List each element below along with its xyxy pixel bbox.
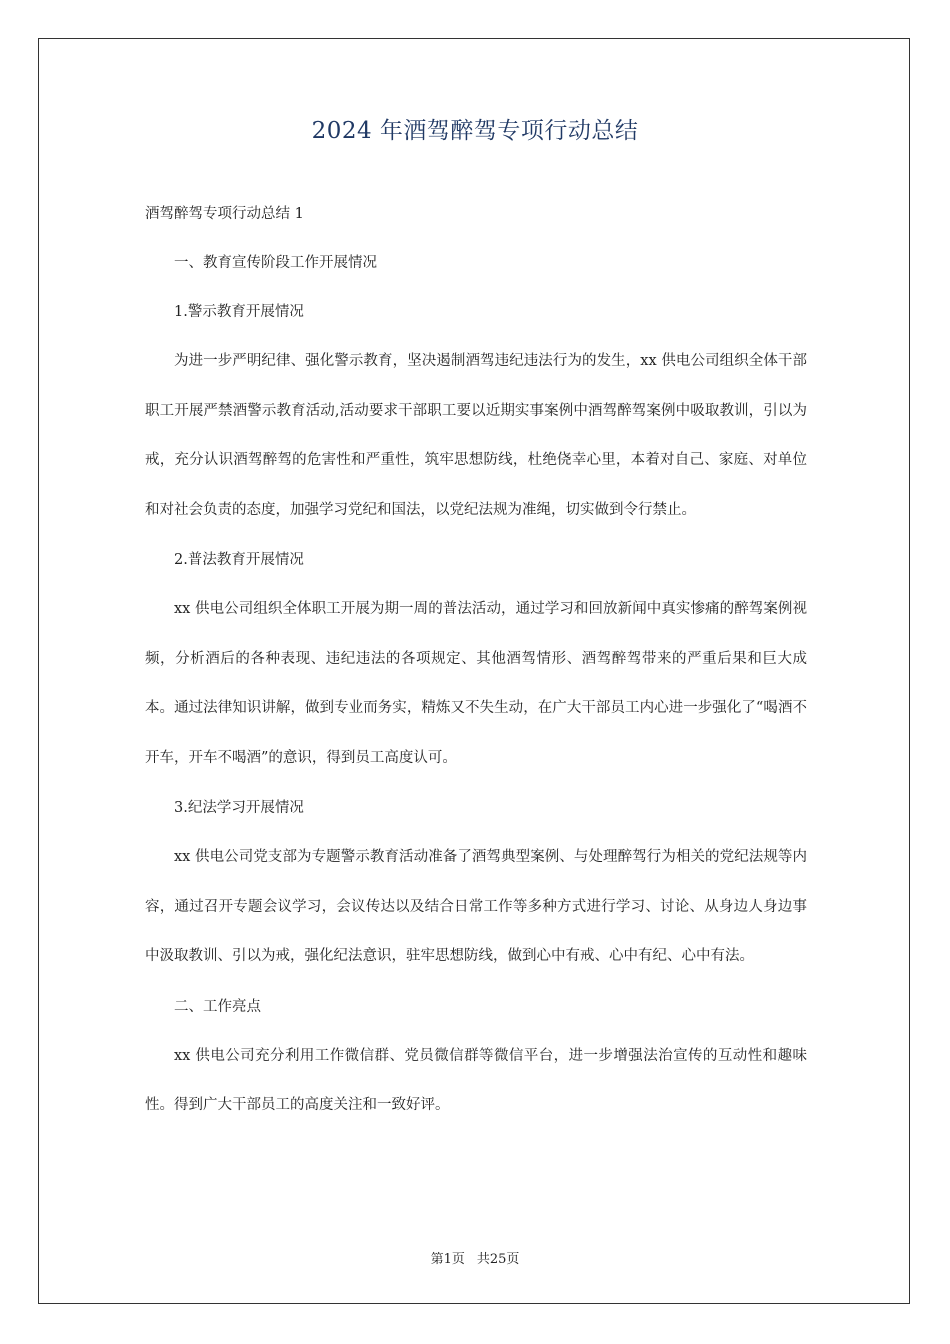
body-paragraph: xx 供电公司组织全体职工开展为期一周的普法活动，通过学习和回放新闻中真实惨痛的醉驾案例视频，分析酒后的各种表现、违纪违法的各项规定、其他酒驾情形、酒驾醉驾带来的严重后果和巨大成本。通过法律知识讲解，做到专业而务实，精炼又不失生动，在广大干部员工内心进一步强化了“喝酒不开车，开车不喝酒”的意识，得到员工高度认可。 (145, 601, 807, 766)
subsection-heading: 3.纪法学习开展情况 (174, 800, 304, 816)
document-body (145, 202, 807, 1144)
section-heading: 酒驾醉驾专项行动总结 1 (145, 206, 304, 222)
page-footer (0, 1248, 950, 1267)
subsection-heading: 2.普法教育开展情况 (174, 552, 304, 568)
body-paragraph: xx 供电公司充分利用工作微信群、党员微信群等微信平台，进一步增强法治宣传的互动性和趣味性。得到广大干部员工的高度关注和一致好评。 (145, 1047, 807, 1113)
body-paragraph: 为进一步严明纪律、强化警示教育，坚决遏制酒驾违纪违法行为的发生，xx 供电公司组织全体干部职工开展严禁酒警示教育活动,活动要求干部职工要以近期实事案例中酒驾醉驾案例中吸取教训，引以为戒，充分认识酒驾醉驾的危害性和严重性，筑牢思想防线，杜绝侥幸心里，本着对自己、家庭、对单位和对社会负责的态度，加强学习党纪和国法，以党纪法规为准绳，切实做到令行禁止。 (145, 353, 807, 518)
body-paragraph: xx 供电公司党支部为专题警示教育活动准备了酒驾典型案例、与处理醉驾行为相关的党纪法规等内容，通过召开专题会议学习，会议传达以及结合日常工作等多种方式进行学习、讨论、从身边人身边事中汲取教训、引以为戒，强化纪法意识，驻牢思想防线，做到心中有戒、心中有纪、心中有法。 (145, 849, 807, 964)
page-total: 共25页 (476, 1252, 520, 1267)
page-number: 第1页 (430, 1252, 465, 1267)
document-title: 2024 年酒驾醉驾专项行动总结 (311, 118, 639, 144)
section-heading: 二、工作亮点 (174, 998, 261, 1015)
subsection-heading: 1.警示教育开展情况 (174, 304, 304, 320)
section-heading: 一、教育宣传阶段工作开展情况 (174, 255, 377, 271)
